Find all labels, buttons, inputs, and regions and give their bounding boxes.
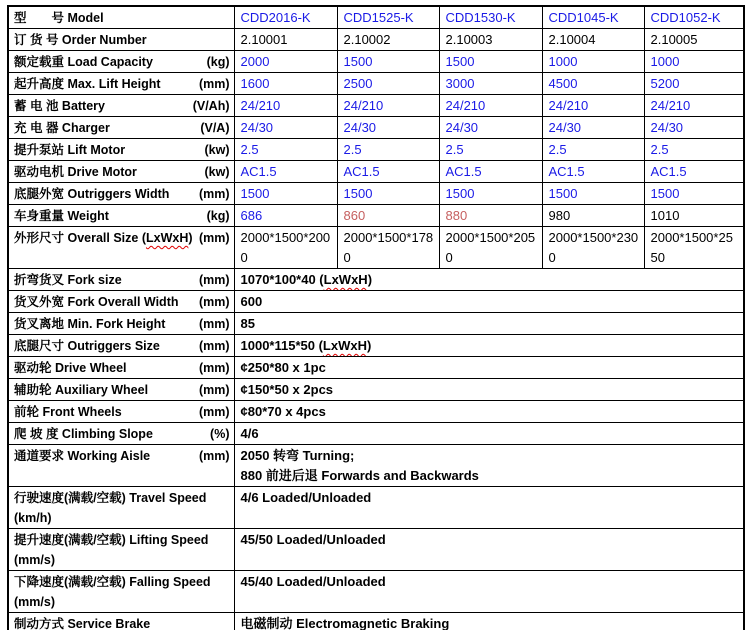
value-travel-speed: 4/6 Loaded/Unloaded: [234, 487, 744, 529]
cell-overall-size-CDD1525-K: 2000*1500*1780: [337, 227, 439, 269]
value-climbing-slope: 4/6: [234, 423, 744, 445]
table-row-auxiliary-wheel: [8, 379, 744, 401]
cell-model-CDD1525-K: CDD1525-K: [337, 6, 439, 29]
row-label-text-travel-speed: 行驶速度(满载/空载) Travel Speed (km/h): [14, 491, 207, 525]
cell-weight-CDD1530-K: 880: [439, 205, 542, 227]
table-row-fork-size: [8, 269, 744, 291]
cell-order-number-CDD1525-K: 2.10002: [337, 29, 439, 51]
table-row-overall-size: [8, 227, 744, 269]
row-unit-charger: (V/A): [200, 121, 230, 135]
table-row-min-fork-height: [8, 313, 744, 335]
row-unit-lift-motor: (kw): [204, 143, 230, 157]
row-label-overall-size: [8, 227, 234, 269]
table-row-max-lift-height: [8, 73, 744, 95]
row-unit-battery: (V/Ah): [192, 99, 230, 113]
row-label-lift-motor: [8, 139, 234, 161]
table-row-working-aisle: [8, 445, 744, 487]
table-row-order-number: [8, 29, 744, 51]
row-label-fork-size: [8, 269, 234, 291]
row-unit-overall-size: (mm): [198, 231, 230, 245]
row-label-text-front-wheels: 前轮 Front Wheels: [14, 405, 122, 419]
cell-drive-motor-CDD2016-K: AC1.5: [234, 161, 337, 183]
row-label-text-working-aisle: 通道要求 Working Aisle: [14, 449, 151, 463]
table-row-outriggers-size: [8, 335, 744, 357]
cell-order-number-CDD1530-K: 2.10003: [439, 29, 542, 51]
cell-model-CDD2016-K: CDD2016-K: [234, 6, 337, 29]
cell-lift-motor-CDD1525-K: 2.5: [337, 139, 439, 161]
cell-battery-CDD2016-K: 24/210: [234, 95, 337, 117]
cell-order-number-CDD2016-K: 2.10001: [234, 29, 337, 51]
cell-drive-motor-CDD1052-K: AC1.5: [644, 161, 744, 183]
row-label-drive-motor: [8, 161, 234, 183]
cell-weight-CDD1045-K: 980: [542, 205, 644, 227]
row-label-service-brake: [8, 613, 234, 630]
cell-charger-CDD2016-K: 24/30: [234, 117, 337, 139]
cell-drive-motor-CDD1045-K: AC1.5: [542, 161, 644, 183]
cell-load-capacity-CDD2016-K: 2000: [234, 51, 337, 73]
row-unit-weight: (kg): [206, 209, 230, 223]
row-label-text-falling-speed: 下降速度(满载/空载) Falling Speed (mm/s): [14, 575, 211, 609]
row-label-working-aisle: [8, 445, 234, 487]
value-front-wheels: ¢80*70 x 4pcs: [234, 401, 744, 423]
row-label-text-load-capacity: 额定载重 Load Capacity: [14, 55, 153, 69]
row-label-drive-wheel: [8, 357, 234, 379]
cell-battery-CDD1530-K: 24/210: [439, 95, 542, 117]
cell-charger-CDD1052-K: 24/30: [644, 117, 744, 139]
row-label-outriggers-size: [8, 335, 234, 357]
cell-lift-motor-CDD1530-K: 2.5: [439, 139, 542, 161]
row-label-travel-speed: [8, 487, 234, 529]
cell-model-CDD1530-K: CDD1530-K: [439, 6, 542, 29]
row-label-text-outriggers-size: 底腿尺寸 Outriggers Size: [14, 339, 160, 353]
row-label-load-capacity: [8, 51, 234, 73]
row-label-model: [8, 6, 234, 29]
row-unit-load-capacity: (kg): [206, 55, 230, 69]
row-label-text-auxiliary-wheel: 辅助轮 Auxiliary Wheel: [14, 383, 149, 397]
cell-model-CDD1052-K: CDD1052-K: [644, 6, 744, 29]
value-drive-wheel: ¢250*80 x 1pc: [234, 357, 744, 379]
row-label-auxiliary-wheel: [8, 379, 234, 401]
row-label-fork-overall-width: [8, 291, 234, 313]
cell-battery-CDD1045-K: 24/210: [542, 95, 644, 117]
cell-lift-motor-CDD1045-K: 2.5: [542, 139, 644, 161]
cell-charger-CDD1045-K: 24/30: [542, 117, 644, 139]
row-label-charger: [8, 117, 234, 139]
cell-max-lift-height-CDD1525-K: 2500: [337, 73, 439, 95]
cell-weight-CDD1052-K: 1010: [644, 205, 744, 227]
value-falling-speed: 45/40 Loaded/Unloaded: [234, 571, 744, 613]
table-row-lift-motor: [8, 139, 744, 161]
table-row-travel-speed: [8, 487, 744, 529]
row-label-battery: [8, 95, 234, 117]
row-unit-min-fork-height: (mm): [198, 317, 230, 331]
spellcheck-wavy-underline: LxWxH: [323, 272, 368, 287]
cell-load-capacity-CDD1525-K: 1500: [337, 51, 439, 73]
value-service-brake: 电磁制动 Electromagnetic Braking: [234, 613, 744, 630]
spec-table: [7, 5, 745, 630]
cell-max-lift-height-CDD2016-K: 1600: [234, 73, 337, 95]
cell-outriggers-width-CDD2016-K: 1500: [234, 183, 337, 205]
cell-battery-CDD1052-K: 24/210: [644, 95, 744, 117]
cell-load-capacity-CDD1530-K: 1500: [439, 51, 542, 73]
cell-load-capacity-CDD1052-K: 1000: [644, 51, 744, 73]
cell-battery-CDD1525-K: 24/210: [337, 95, 439, 117]
cell-model-CDD1045-K: CDD1045-K: [542, 6, 644, 29]
table-row-drive-motor: [8, 161, 744, 183]
cell-drive-motor-CDD1530-K: AC1.5: [439, 161, 542, 183]
row-unit-climbing-slope: (%): [210, 427, 230, 441]
value-working-aisle: 2050 转弯 Turning; 880 前进后退 Forwards and Backwards: [234, 445, 744, 487]
row-unit-outriggers-size: (mm): [198, 339, 230, 353]
cell-order-number-CDD1052-K: 2.10005: [644, 29, 744, 51]
table-row-model: [8, 6, 744, 29]
row-unit-drive-motor: (kw): [204, 165, 230, 179]
row-unit-fork-overall-width: (mm): [198, 295, 230, 309]
row-label-text-charger: 充 电 器 Charger: [14, 121, 110, 135]
table-row-climbing-slope: [8, 423, 744, 445]
row-label-front-wheels: [8, 401, 234, 423]
row-label-order-number: [8, 29, 234, 51]
cell-outriggers-width-CDD1530-K: 1500: [439, 183, 542, 205]
value-fork-overall-width: 600: [234, 291, 744, 313]
row-label-text-fork-size: 折弯货叉 Fork size: [14, 273, 122, 287]
value-outriggers-size: 1000*115*50 (LxWxH): [234, 335, 744, 357]
row-label-falling-speed: [8, 571, 234, 613]
row-label-text-drive-motor: 驱动电机 Drive Motor: [14, 165, 137, 179]
row-label-outriggers-width: [8, 183, 234, 205]
cell-overall-size-CDD1045-K: 2000*1500*2300: [542, 227, 644, 269]
table-row-fork-overall-width: [8, 291, 744, 313]
cell-overall-size-CDD1530-K: 2000*1500*2050: [439, 227, 542, 269]
row-label-text-overall-size: 外形尺寸 Overall Size (LxWxH): [14, 231, 193, 245]
row-unit-max-lift-height: (mm): [198, 77, 230, 91]
cell-overall-size-CDD2016-K: 2000*1500*2000: [234, 227, 337, 269]
table-row-battery: [8, 95, 744, 117]
cell-max-lift-height-CDD1530-K: 3000: [439, 73, 542, 95]
row-unit-working-aisle: (mm): [198, 449, 230, 463]
row-label-text-lifting-speed: 提升速度(满载/空载) Lifting Speed (mm/s): [14, 533, 209, 567]
value-lifting-speed: 45/50 Loaded/Unloaded: [234, 529, 744, 571]
row-label-text-max-lift-height: 起升高度 Max. Lift Height: [14, 77, 161, 91]
cell-weight-CDD1525-K: 860: [337, 205, 439, 227]
cell-order-number-CDD1045-K: 2.10004: [542, 29, 644, 51]
row-label-text-weight: 车身重量 Weight: [14, 209, 109, 223]
row-label-text-drive-wheel: 驱动轮 Drive Wheel: [14, 361, 127, 375]
table-row-falling-speed: [8, 571, 744, 613]
cell-outriggers-width-CDD1525-K: 1500: [337, 183, 439, 205]
table-row-drive-wheel: [8, 357, 744, 379]
row-label-lifting-speed: [8, 529, 234, 571]
table-row-weight: [8, 205, 744, 227]
cell-drive-motor-CDD1525-K: AC1.5: [337, 161, 439, 183]
cell-max-lift-height-CDD1052-K: 5200: [644, 73, 744, 95]
row-unit-fork-size: (mm): [198, 273, 230, 287]
table-row-outriggers-width: [8, 183, 744, 205]
row-label-text-model: 型 号 Model: [14, 11, 104, 25]
row-label-text-fork-overall-width: 货叉外宽 Fork Overall Width: [14, 295, 179, 309]
spellcheck-wavy-underline: LxWxH: [322, 338, 367, 353]
cell-weight-CDD2016-K: 686: [234, 205, 337, 227]
cell-outriggers-width-CDD1045-K: 1500: [542, 183, 644, 205]
spec-table-body: [8, 6, 744, 630]
row-label-weight: [8, 205, 234, 227]
value-auxiliary-wheel: ¢150*50 x 2pcs: [234, 379, 744, 401]
cell-load-capacity-CDD1045-K: 1000: [542, 51, 644, 73]
cell-outriggers-width-CDD1052-K: 1500: [644, 183, 744, 205]
table-row-load-capacity: [8, 51, 744, 73]
row-label-climbing-slope: [8, 423, 234, 445]
table-row-charger: [8, 117, 744, 139]
table-row-lifting-speed: [8, 529, 744, 571]
table-row-service-brake: [8, 613, 744, 630]
cell-overall-size-CDD1052-K: 2000*1500*2550: [644, 227, 744, 269]
row-label-text-battery: 蓄 电 池 Battery: [14, 99, 105, 113]
row-unit-auxiliary-wheel: (mm): [198, 383, 230, 397]
row-unit-front-wheels: (mm): [198, 405, 230, 419]
row-unit-drive-wheel: (mm): [198, 361, 230, 375]
row-label-text-order-number: 订 货 号 Order Number: [14, 33, 147, 47]
row-label-text-min-fork-height: 货叉离地 Min. Fork Height: [14, 317, 166, 331]
row-label-text-climbing-slope: 爬 坡 度 Climbing Slope: [14, 427, 153, 441]
cell-charger-CDD1530-K: 24/30: [439, 117, 542, 139]
cell-lift-motor-CDD1052-K: 2.5: [644, 139, 744, 161]
cell-max-lift-height-CDD1045-K: 4500: [542, 73, 644, 95]
value-min-fork-height: 85: [234, 313, 744, 335]
row-unit-outriggers-width: (mm): [198, 187, 230, 201]
cell-lift-motor-CDD2016-K: 2.5: [234, 139, 337, 161]
row-label-max-lift-height: [8, 73, 234, 95]
spellcheck-wavy-underline: LxWxH: [145, 231, 189, 245]
value-fork-size: 1070*100*40 (LxWxH): [234, 269, 744, 291]
row-label-min-fork-height: [8, 313, 234, 335]
row-label-text-service-brake: 制动方式 Service Brake: [14, 617, 151, 630]
row-label-text-outriggers-width: 底腿外宽 Outriggers Width: [14, 187, 170, 201]
table-row-front-wheels: [8, 401, 744, 423]
cell-charger-CDD1525-K: 24/30: [337, 117, 439, 139]
row-label-text-lift-motor: 提升泵站 Lift Motor: [14, 143, 126, 157]
